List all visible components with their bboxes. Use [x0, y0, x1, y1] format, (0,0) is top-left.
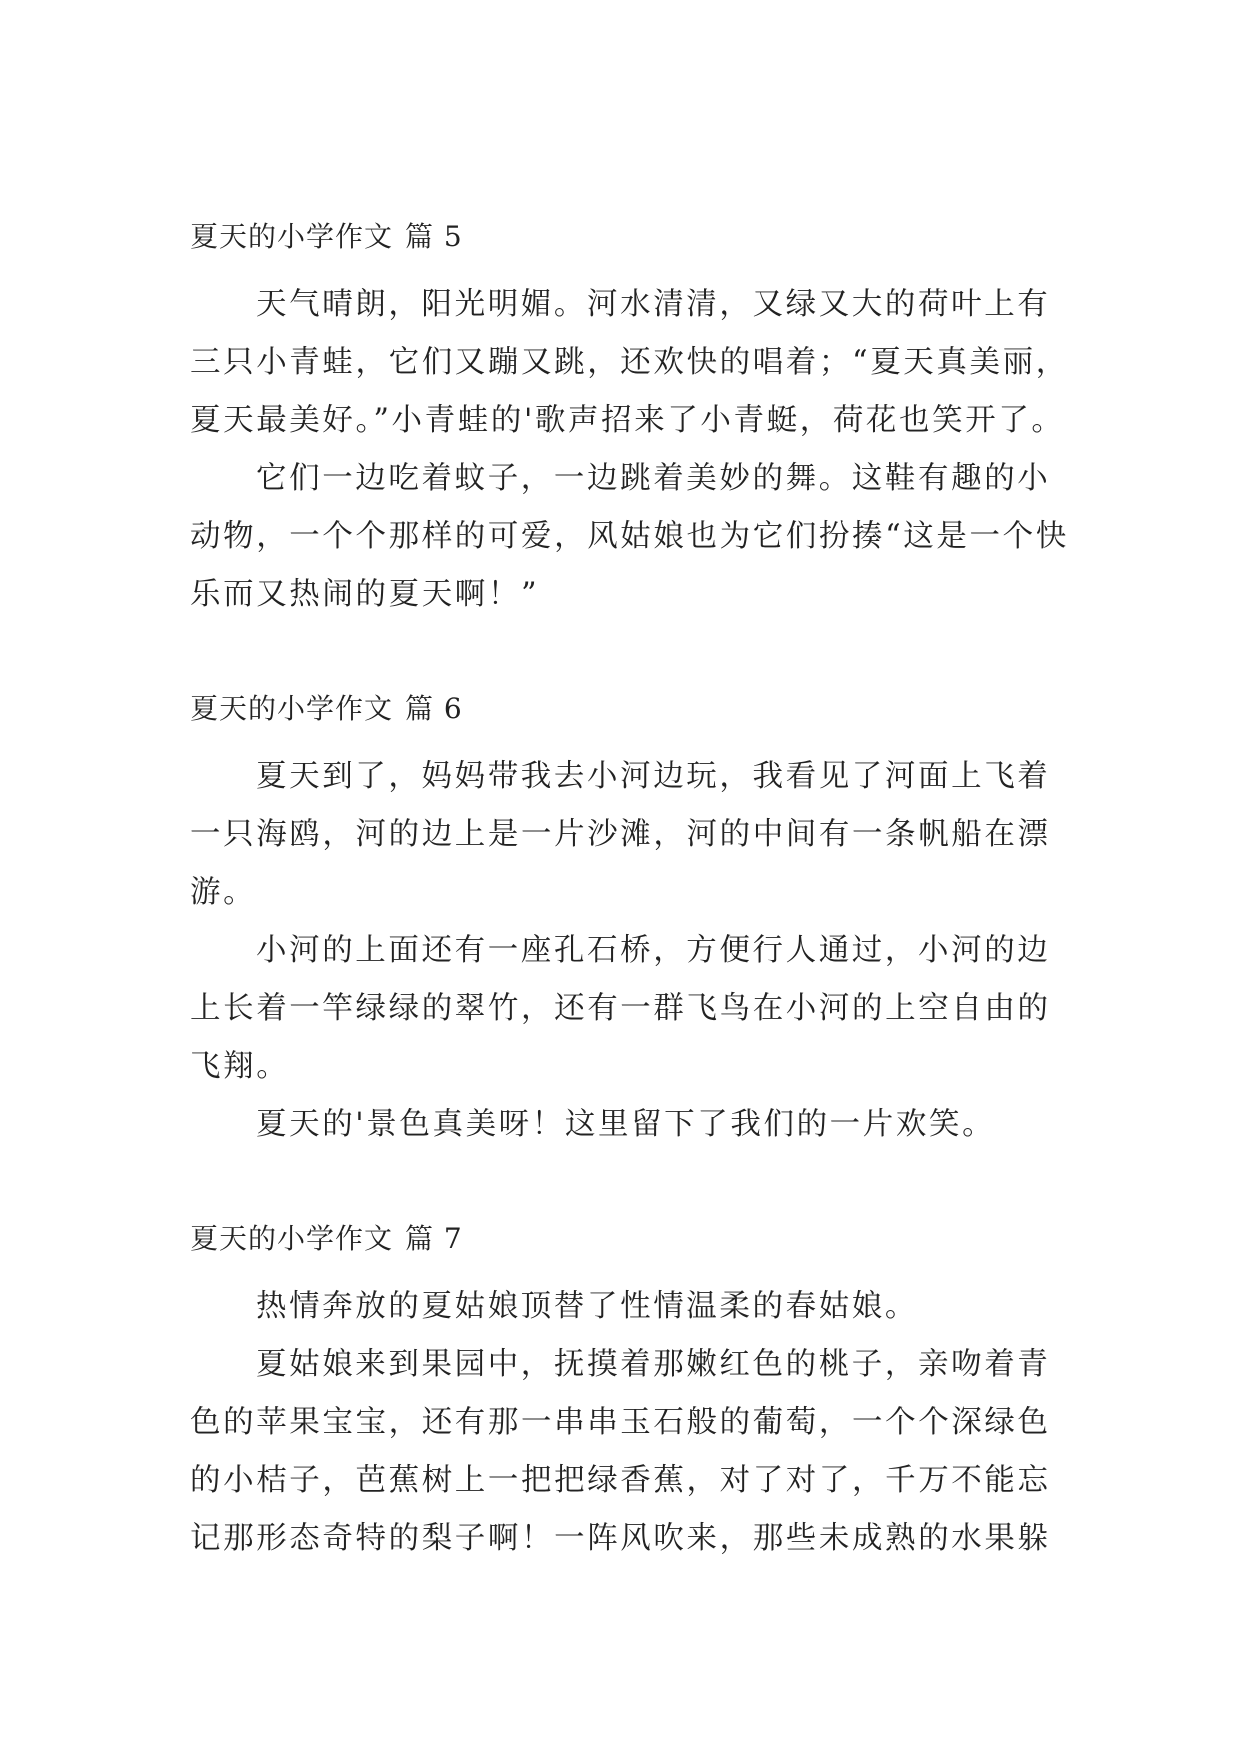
section-number: 篇 6	[405, 692, 463, 725]
essay-section-6	[190, 690, 1070, 1154]
section-title: 夏天的小学作文	[190, 1222, 394, 1255]
section-heading	[190, 218, 1070, 256]
section-title: 夏天的小学作文	[190, 692, 394, 725]
section-number: 篇 7	[405, 1222, 463, 1255]
essay-section-7	[190, 1220, 1070, 1568]
section-heading	[190, 1220, 1070, 1258]
essay-section-5	[190, 218, 1070, 624]
paragraph: 小河的上面还有一座孔石桥，方便行人通过，小河的边上长着一竿绿绿的翠竹，还有一群飞鸟在小河的上空自由的飞翔。	[190, 933, 1051, 1084]
section-heading	[190, 690, 1070, 728]
paragraph: 热情奔放的夏姑娘顶替了性情温柔的春姑娘。	[256, 1289, 918, 1324]
paragraph: 夏天的'景色真美呀！这里留下了我们的一片欢笑。	[256, 1107, 996, 1142]
section-number: 篇 5	[405, 220, 463, 253]
section-title: 夏天的小学作文	[190, 220, 394, 253]
paragraph: 它们一边吃着蚊子，一边跳着美妙的舞。这鞋有趣的小动物，一个个那样的可爱，风姑娘也为它们扮揍“这是一个快乐而又热闹的夏天啊！”	[190, 461, 1069, 612]
paragraph: 夏天到了，妈妈带我去小河边玩，我看见了河面上飞着一只海鸥，河的边上是一片沙滩，河的中间有一条帆船在漂游。	[190, 759, 1051, 910]
paragraph: 夏姑娘来到果园中，抚摸着那嫩红色的桃子，亲吻着青色的苹果宝宝，还有那一串串玉石般的葡萄，一个个深绿色的小桔子，芭蕉树上一把把绿香蕉，对了对了，千万不能忘记那形态奇特的梨子啊！一阵风吹来，那些未成熟的水果躲	[190, 1347, 1051, 1556]
document-page	[190, 218, 1070, 1634]
paragraph: 天气晴朗，阳光明媚。河水清清，又绿又大的荷叶上有三只小青蛙，它们又蹦又跳，还欢快的唱着；“夏天真美丽，夏天最美好。”小青蛙的'歌声招来了小青蜓，荷花也笑开了。	[190, 287, 1069, 438]
